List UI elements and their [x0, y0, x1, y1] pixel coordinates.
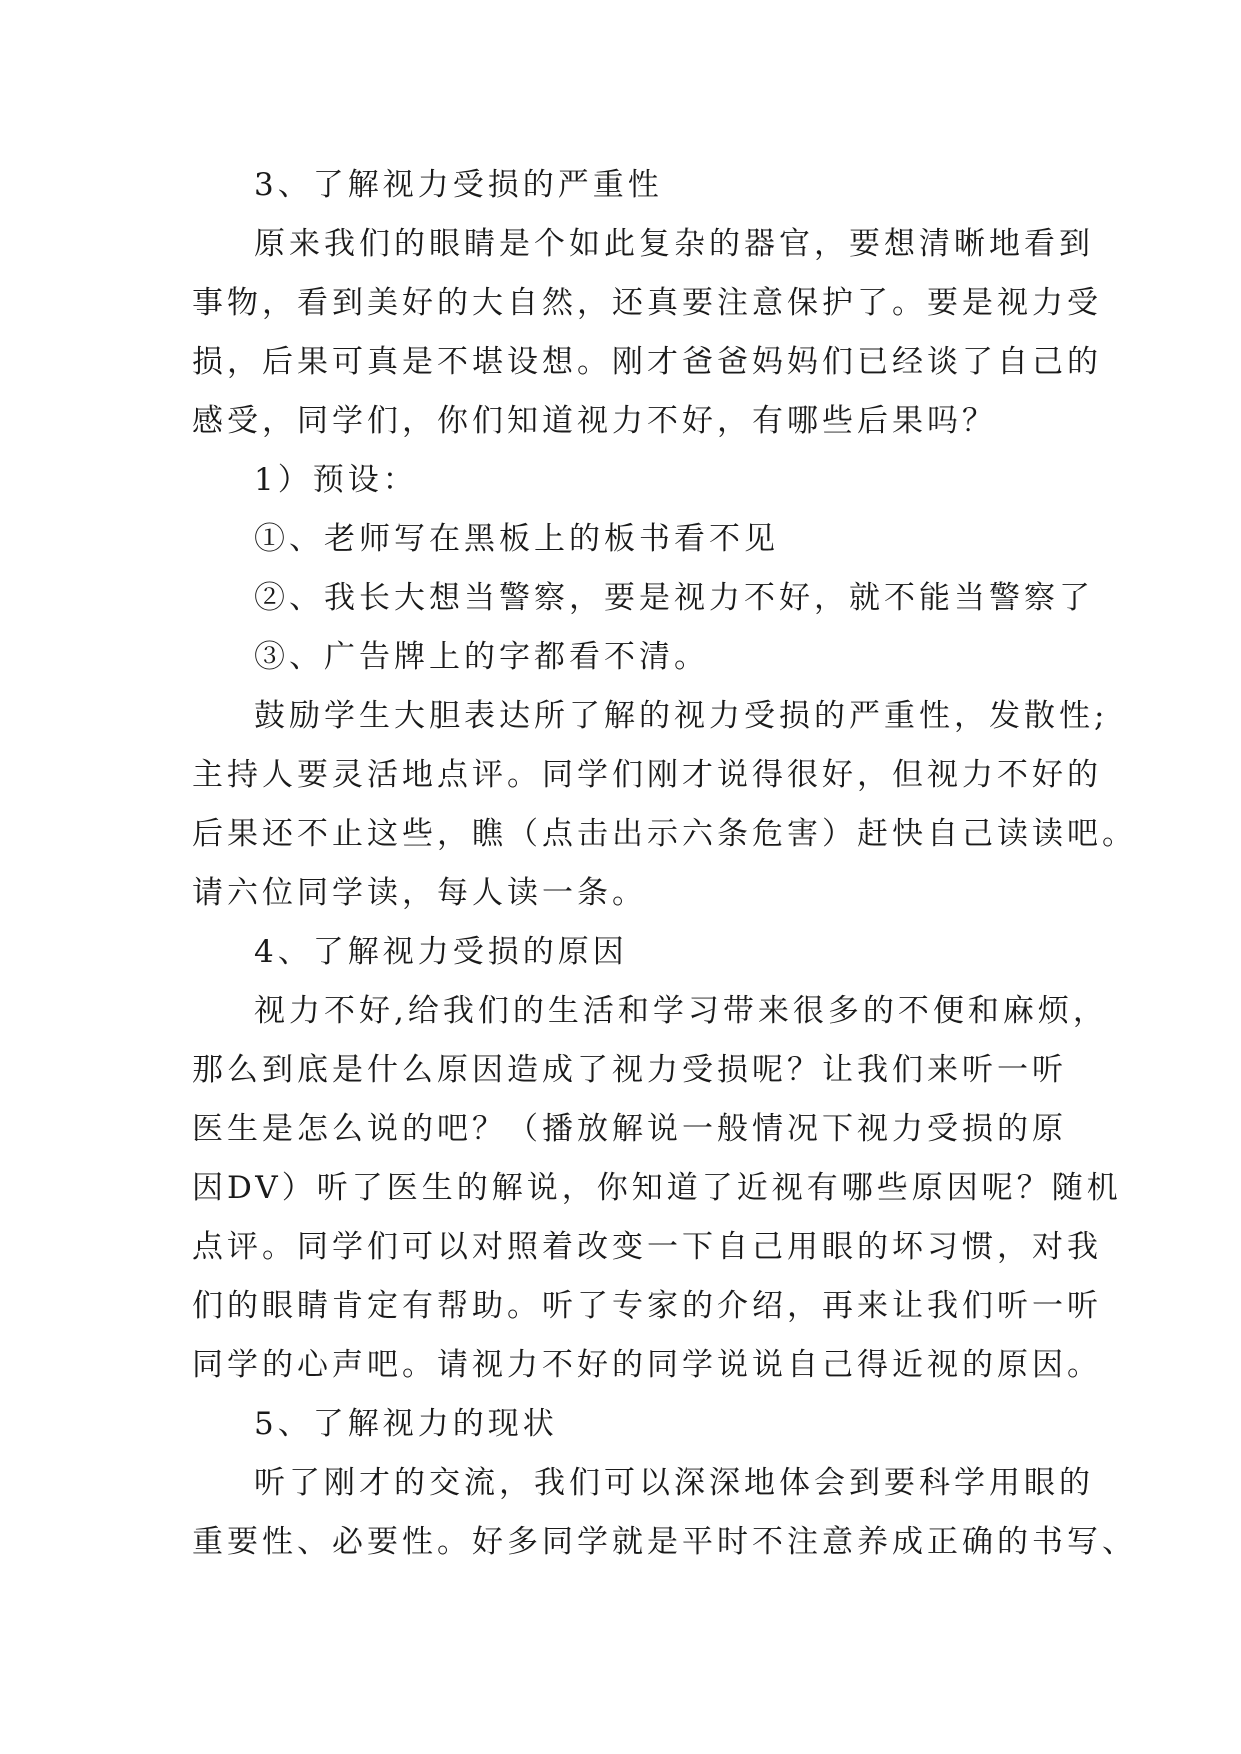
text-line: ②、我长大想当警察，要是视力不好，就不能当警察了 [254, 580, 1094, 616]
text-line: 3、了解视力受损的严重性 [254, 167, 663, 203]
document-body [192, 156, 1137, 1572]
text-line: 因DV）听了医生的解说，你知道了近视有哪些原因呢？随机 [192, 1170, 1122, 1206]
text-line: ③、广告牌上的字都看不清。 [254, 639, 709, 675]
text-line: 点评。同学们可以对照着改变一下自己用眼的坏习惯，对我 [192, 1229, 1102, 1265]
text-line: 原来我们的眼睛是个如此复杂的器官，要想清晰地看到 [254, 226, 1094, 262]
text-line: 4、了解视力受损的原因 [254, 934, 628, 970]
text-line: 感受，同学们，你们知道视力不好，有哪些后果吗？ [192, 403, 997, 439]
text-line: 听了刚才的交流，我们可以深深地体会到要科学用眼的 [254, 1465, 1094, 1501]
text-line: 们的眼睛肯定有帮助。听了专家的介绍，再来让我们听一听 [192, 1288, 1102, 1324]
text-line: 事物，看到美好的大自然，还真要注意保护了。要是视力受 [192, 285, 1102, 321]
text-line: 后果还不止这些，瞧（点击出示六条危害）赶快自己读读吧。 [192, 816, 1137, 852]
text-line: 1）预设： [254, 462, 418, 498]
text-line: 5、了解视力的现状 [254, 1406, 558, 1442]
text-line: 那么到底是什么原因造成了视力受损呢？让我们来听一听 [192, 1052, 1067, 1088]
text-line: 医生是怎么说的吧？（播放解说一般情况下视力受损的原 [192, 1111, 1067, 1147]
text-line: 请六位同学读，每人读一条。 [192, 875, 647, 911]
text-line: 同学的心声吧。请视力不好的同学说说自己得近视的原因。 [192, 1347, 1102, 1383]
text-line: 视力不好,给我们的生活和学习带来很多的不便和麻烦， [254, 993, 1108, 1029]
text-line: ①、老师写在黑板上的板书看不见 [254, 521, 779, 557]
text-line: 重要性、必要性。好多同学就是平时不注意养成正确的书写、 [192, 1524, 1137, 1560]
text-line: 鼓励学生大胆表达所了解的视力受损的严重性，发散性; [254, 698, 1109, 734]
text-line: 主持人要灵活地点评。同学们刚才说得很好，但视力不好的 [192, 757, 1102, 793]
text-line: 损，后果可真是不堪设想。刚才爸爸妈妈们已经谈了自己的 [192, 344, 1102, 380]
